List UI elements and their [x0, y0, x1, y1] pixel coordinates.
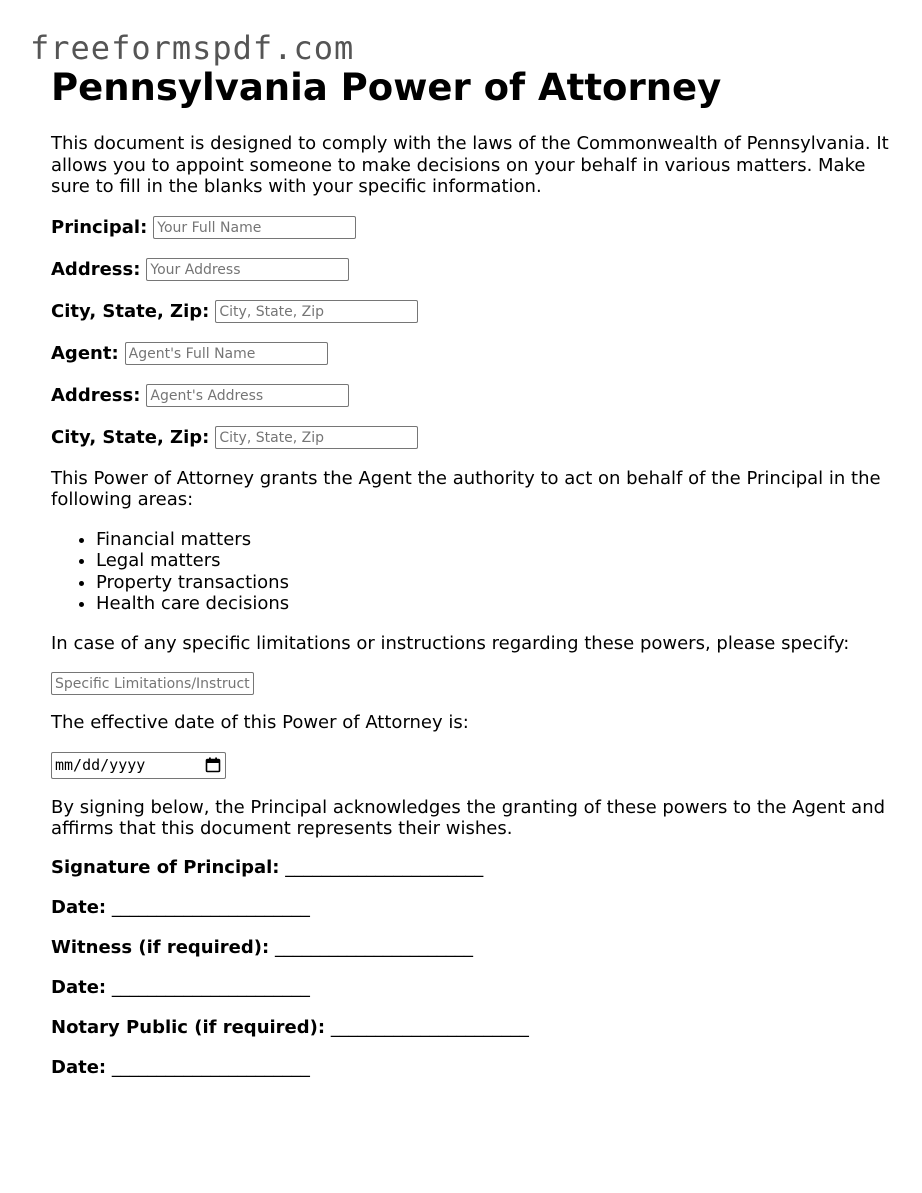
- date-placeholder: mm/dd/yyyy: [55, 756, 146, 774]
- list-item: • Financial matters: [96, 529, 891, 551]
- areas-list: [51, 529, 891, 615]
- signature-line[interactable]: ______________________: [285, 856, 484, 878]
- signature-row: [51, 857, 891, 879]
- document-body: [51, 64, 891, 1079]
- agent-label: Agent:: [51, 343, 119, 364]
- signature-label: Date:: [51, 976, 107, 998]
- list-item: • Property transactions: [96, 572, 891, 594]
- limitations-input[interactable]: [51, 672, 254, 695]
- signature-row: [51, 937, 891, 959]
- signature-label: Date:: [51, 1056, 107, 1078]
- limitations-paragraph: In case of any specific limitations or instructions regarding these powers, please specify:: [51, 632, 850, 654]
- signature-label: Notary Public (if required):: [51, 1016, 326, 1038]
- signature-line[interactable]: ______________________: [330, 1016, 529, 1038]
- principal-row: [51, 216, 891, 240]
- signature-label: Signature of Principal:: [51, 856, 280, 878]
- list-item: • Legal matters: [96, 550, 891, 572]
- principal-city-input[interactable]: [215, 300, 418, 323]
- effective-date-paragraph: The effective date of this Power of Attorney is:: [51, 712, 469, 733]
- agent-address-label: Address:: [51, 385, 141, 406]
- principal-address-row: [51, 258, 891, 282]
- agent-city-row: [51, 426, 891, 450]
- signature-row: [51, 897, 891, 919]
- signature-row: [51, 1057, 891, 1079]
- signature-label: Date:: [51, 896, 107, 918]
- agent-address-row: [51, 384, 891, 408]
- grants-paragraph: This Power of Attorney grants the Agent the authority to act on behalf of the Principal in the following areas:: [51, 467, 881, 510]
- signature-line[interactable]: ______________________: [274, 936, 473, 958]
- page-title: Pennsylvania Power of Attorney: [51, 66, 722, 109]
- list-item: • Health care decisions: [96, 593, 891, 615]
- principal-label: Principal:: [51, 217, 148, 238]
- principal-address-input[interactable]: [146, 258, 349, 281]
- principal-address-label: Address:: [51, 259, 141, 280]
- signature-label: Witness (if required):: [51, 936, 270, 958]
- agent-name-input[interactable]: [125, 342, 328, 365]
- signature-line[interactable]: ______________________: [111, 976, 310, 998]
- principal-city-row: [51, 300, 891, 324]
- agent-city-label: City, State, Zip:: [51, 427, 210, 448]
- intro-paragraph: This document is designed to comply with the laws of the Commonwealth of Pennsylvania. It allows you to appoint someone to make decisions on your behalf in various matters. Make sure to fill in the blanks with your specific information.: [51, 133, 889, 197]
- calendar-icon[interactable]: [205, 757, 221, 773]
- agent-city-input[interactable]: [215, 426, 418, 449]
- principal-name-input[interactable]: [153, 216, 356, 239]
- agent-address-input[interactable]: [146, 384, 349, 407]
- principal-city-label: City, State, Zip:: [51, 301, 210, 322]
- signature-line[interactable]: ______________________: [111, 896, 310, 918]
- signature-row: [51, 1017, 891, 1039]
- agent-row: [51, 342, 891, 366]
- watermark: freeformspdf.com: [30, 29, 355, 67]
- signature-line[interactable]: ______________________: [111, 1056, 310, 1078]
- effective-date-input[interactable]: [51, 752, 226, 779]
- signature-row: [51, 977, 891, 999]
- acknowledge-paragraph: By signing below, the Principal acknowledges the granting of these powers to the Agent and affirms that this document represents their wishes.: [51, 796, 886, 839]
